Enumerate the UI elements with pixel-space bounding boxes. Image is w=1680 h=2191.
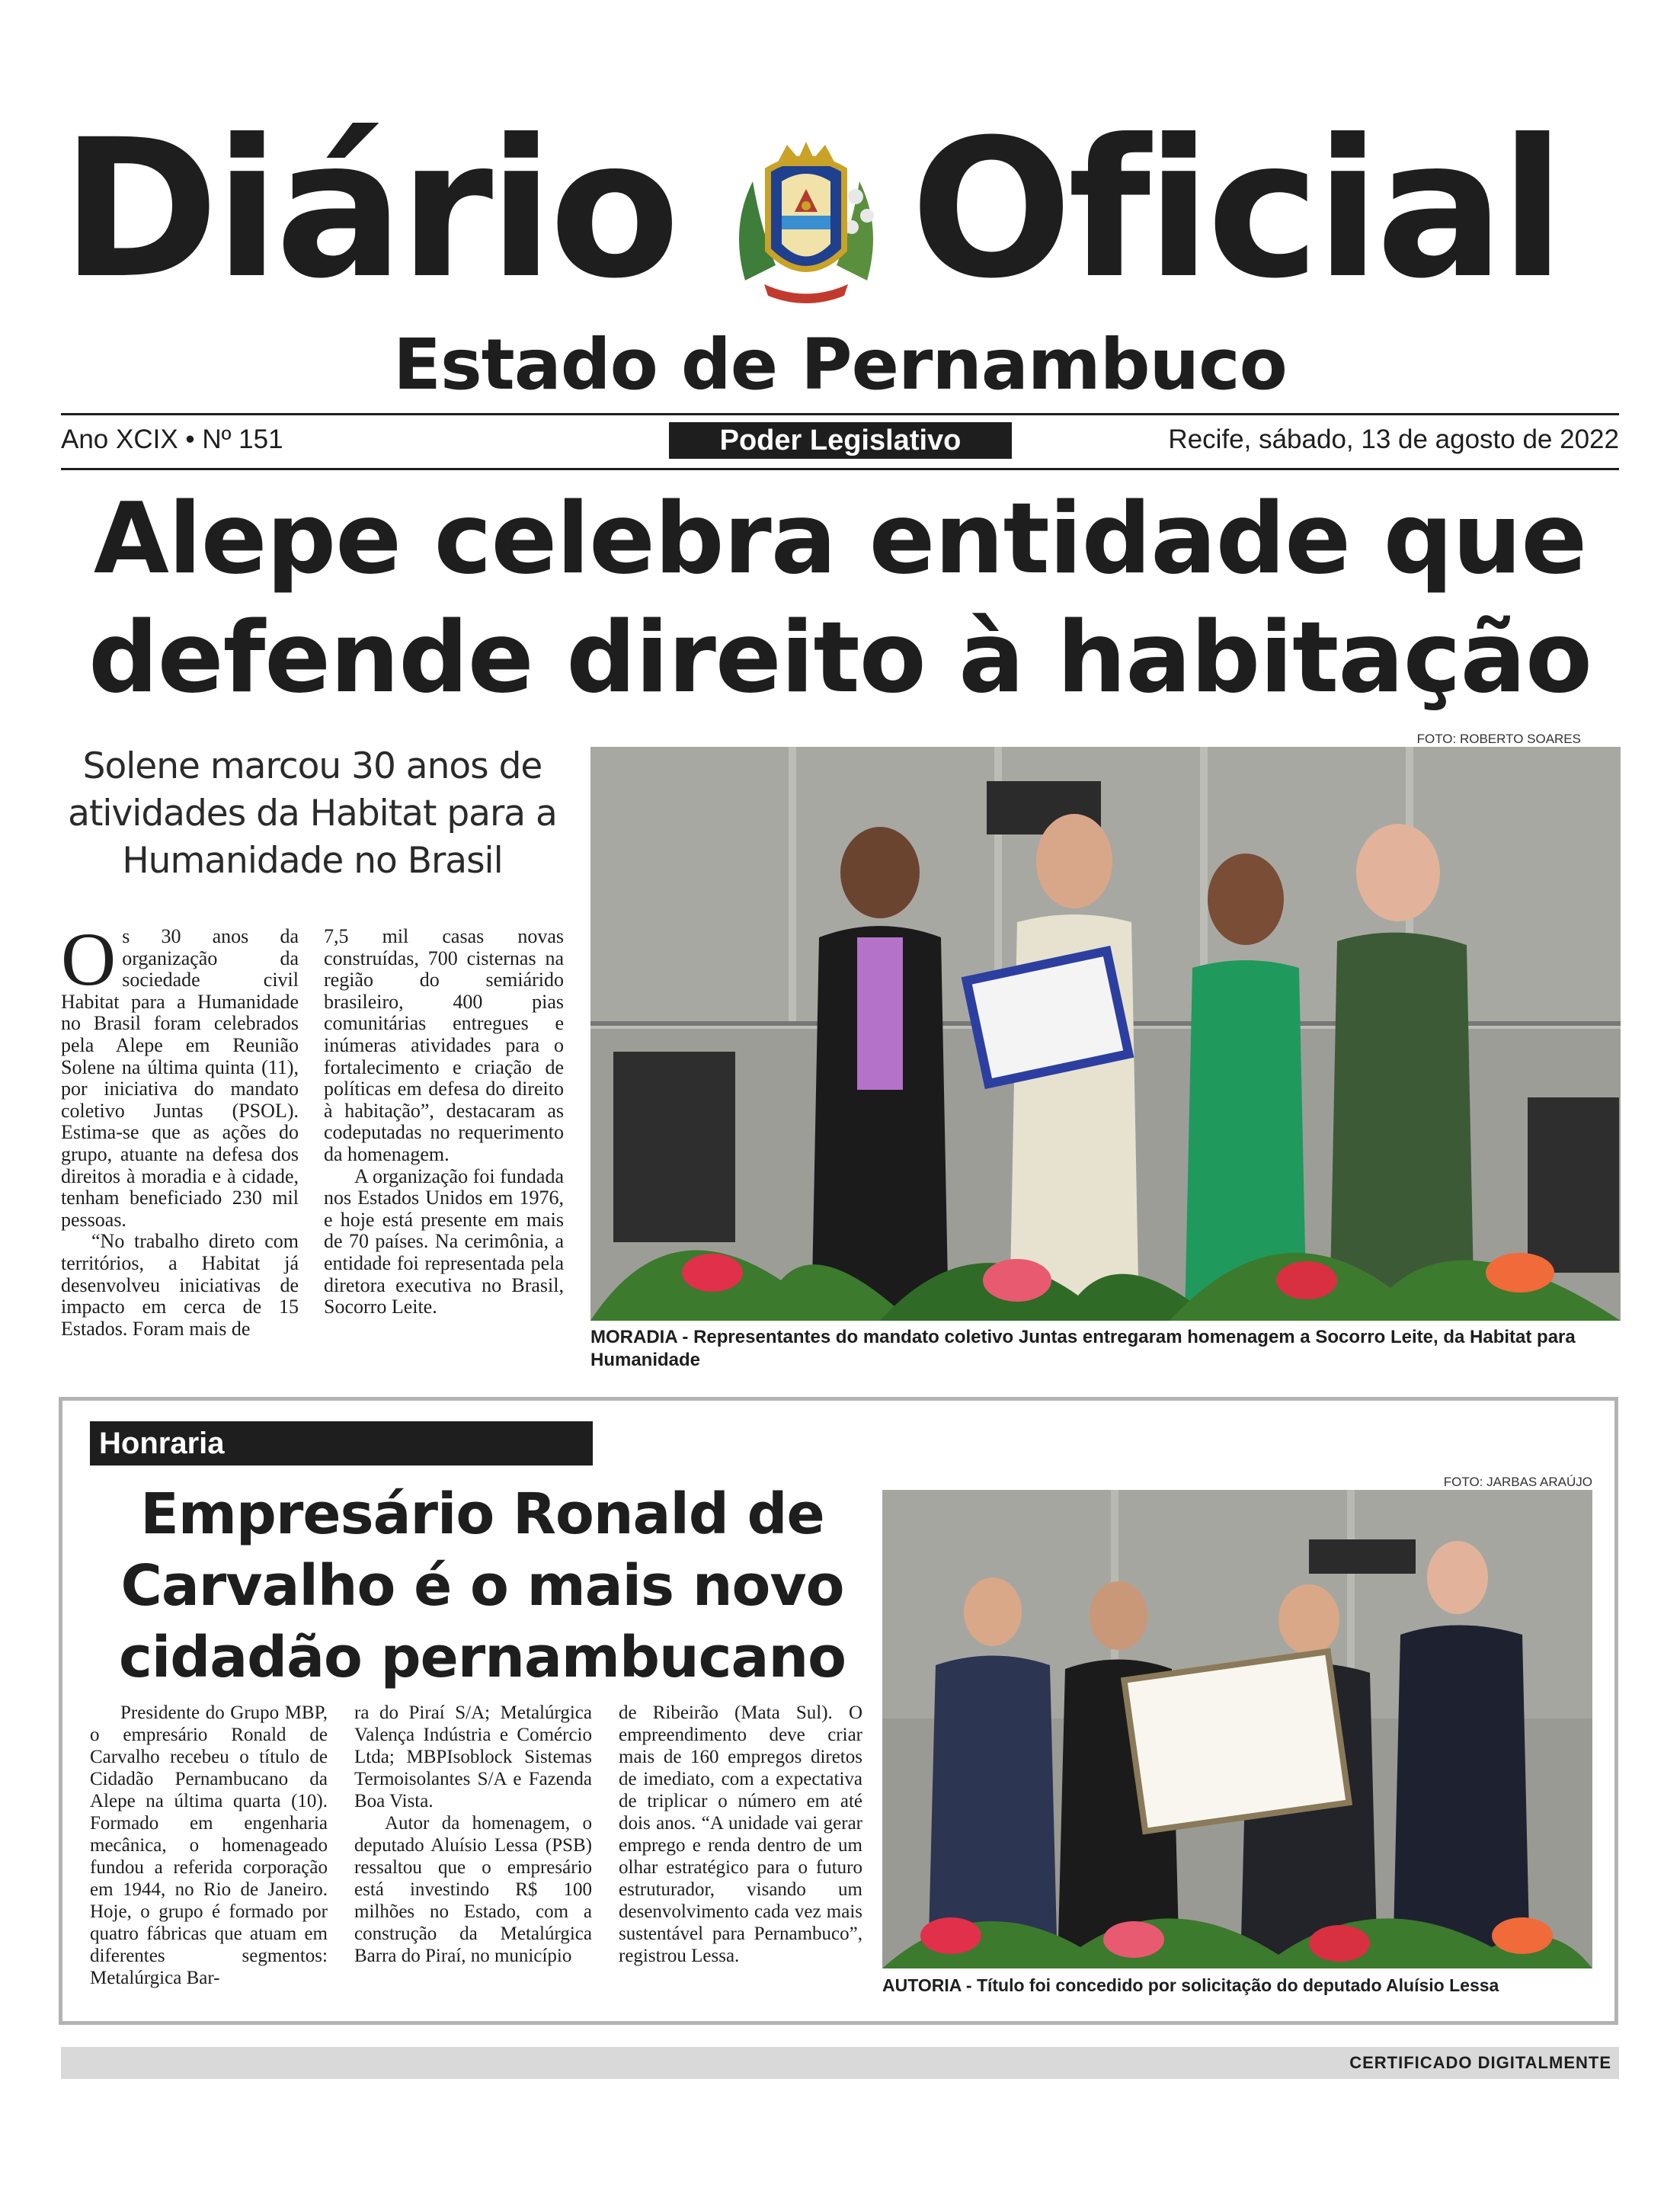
main-story-column-2 xyxy=(324,926,564,1318)
second-headline-line1: Empresário Ronald de xyxy=(140,1481,824,1547)
second-photo-caption: AUTORIA - Título foi concedido por solicitação do deputado Aluísio Lessa xyxy=(882,1975,1499,1995)
divider-bottom xyxy=(61,468,1619,470)
honraria-label: Honraria xyxy=(90,1421,593,1465)
second-col3: de Ribeirão (Mata Sul). O empreendimento deve criar mais de 160 empregos diretos de imediato, com a expectativa de triplicar o número em até dois anos. “A unidade vai gerar emprego e renda dentro de um olhar estratégico para o futuro estruturador, visando um desenvolvimento cada vez mais sustentável para Pernambuco”, registrou Lessa. xyxy=(619,1703,862,1966)
second-story-column-1 xyxy=(90,1702,328,1989)
pernambuco-coat-of-arms-icon xyxy=(722,136,890,311)
main-headline-line1: Alepe celebra entidade que xyxy=(93,482,1587,596)
main-col1-p2: “No trabalho direto com territórios, a Habitat já desenvolveu iniciativas de impacto em cerca de 15 Estados. Foram mais de xyxy=(61,1230,299,1340)
main-photo xyxy=(590,747,1621,1321)
second-col1: Presidente do Grupo MBP, o empresário Ronald de Carvalho recebeu o título de Cidadão Pernambucano da Alepe na última quarta (10). Formado em engenharia mecânica, o homenageado fundou a referida corporação em 1944, no Rio de Janeiro. Hoje, o grupo é formado por quatro fábricas que atuam em diferentes segmentos: Metalúrgica Bar- xyxy=(90,1703,328,1988)
main-col1-p1: s 30 anos da organização da sociedade civil Habitat para a Humanidade no Brasil foram celebrados pela Alepe em Reunião Solene na última quinta (11), por iniciativa do mandato coletivo Juntas (PSOL). Estima-se que as ações do grupo, atuante na defesa dos direitos à moradia e à cidade, tenham beneficiado 230 mil pessoas. xyxy=(61,925,299,1231)
section-label: Poder Legislativo xyxy=(669,422,1012,459)
masthead-title-left: Diário xyxy=(61,98,676,320)
publication-date: Recife, sábado, 13 de agosto de 2022 xyxy=(1168,424,1619,454)
main-subhead: Solene marcou 30 anos de atividades da Habitat para a Humanidade no Brasil xyxy=(68,745,557,882)
main-photo-credit: FOTO: ROBERTO SOARES xyxy=(1416,732,1581,746)
main-headline-line2: defende direito à habitação xyxy=(88,601,1592,715)
footer-certification: CERTIFICADO DIGITALMENTE xyxy=(1349,2053,1611,2072)
second-story-column-2 xyxy=(354,1702,592,1967)
second-headline-line2: Carvalho é o mais novo xyxy=(120,1553,844,1619)
main-col2-p1: 7,5 mil casas novas construídas, 700 cisternas na região do semiárido brasileiro, 400 pias comunitárias entregues e inúmeras atividades para o fortalecimento e criação de políticas em defesa do direito à habitação”, destacaram as codeputadas no requerimento da homenagem. xyxy=(324,925,564,1165)
dropcap: O xyxy=(61,917,117,1001)
second-photo xyxy=(882,1490,1592,1968)
second-col2-p2: Autor da homenagem, o deputado Aluísio Lessa (PSB) ressaltou que o empresário está investindo R$ 100 milhões no Estado, com a construção da Metalúrgica Barra do Piraí, no município xyxy=(354,1813,592,1966)
main-story-column-1 xyxy=(61,917,299,1340)
second-story-column-3 xyxy=(619,1702,862,1967)
second-photo-credit: FOTO: JARBAS ARAÚJO xyxy=(1443,1475,1592,1489)
second-col2-p1: ra do Piraí S/A; Metalúrgica Valença Indústria e Comércio Ltda; MBPIsoblock Sistemas Termoisolantes S/A e Fazenda Boa Vista. xyxy=(354,1703,592,1811)
second-headline xyxy=(90,1478,875,1693)
edition-number: Ano XCIX • Nº 151 xyxy=(61,424,283,454)
main-headline xyxy=(61,480,1619,718)
divider-top xyxy=(61,413,1619,415)
main-photo-caption: MORADIA - Representantes do mandato coletivo Juntas entregaram homenagem a Socorro Leite, da Habitat para Humanidade xyxy=(590,1327,1576,1370)
main-col2-p2: A organização foi fundada nos Estados Unidos em 1976, e hoje está presente em mais de 70 países. Na cerimônia, a entidade foi representada pela diretora executiva no Brasil, Socorro Leite. xyxy=(324,1164,564,1318)
second-headline-line3: cidadão pernambucano xyxy=(119,1625,846,1690)
masthead-subtitle: Estado de Pernambuco xyxy=(393,324,1287,405)
masthead-title-right: Oficial xyxy=(910,98,1561,320)
